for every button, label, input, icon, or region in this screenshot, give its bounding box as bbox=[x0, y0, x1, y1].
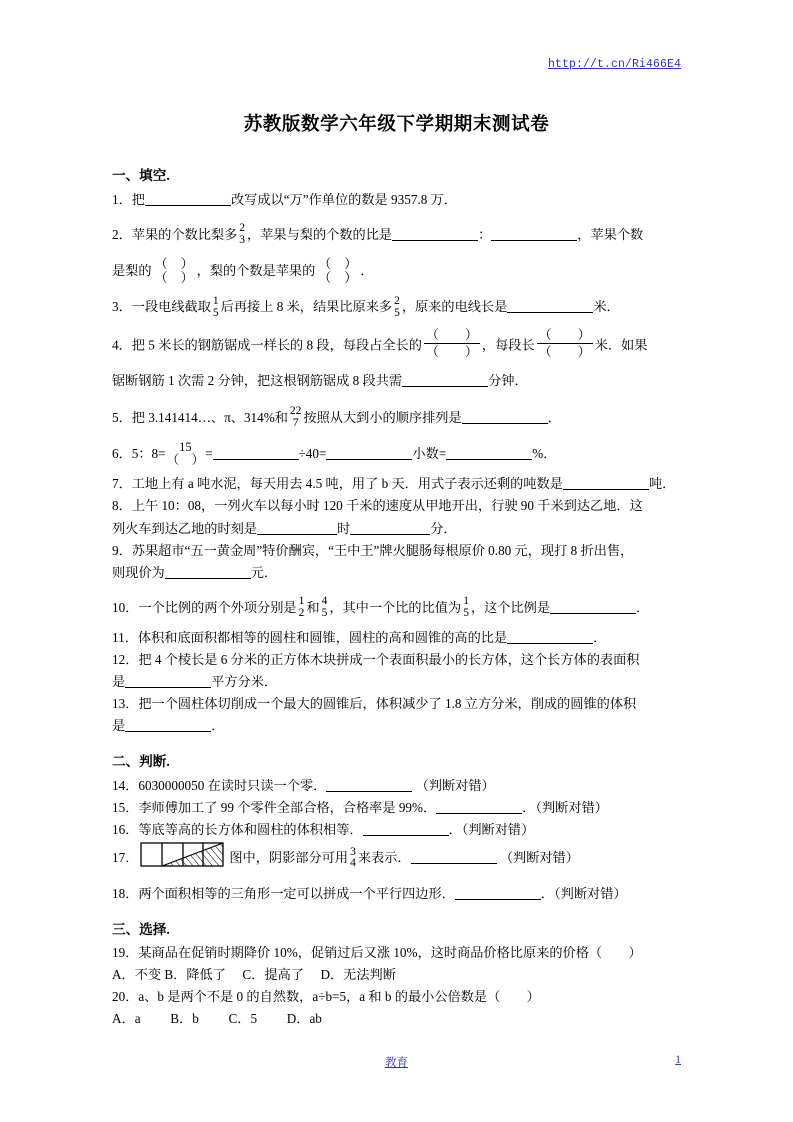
question-3-text-c: ，原来的电线长是 bbox=[401, 299, 508, 315]
question-8 bbox=[112, 496, 681, 516]
question-14-number: 14． bbox=[112, 778, 139, 794]
question-11-text-a: 体积和底面积都相等的圆柱和圆锥，圆柱的高和圆锥的高的比是 bbox=[137, 630, 508, 646]
question-15 bbox=[112, 798, 681, 818]
question-12-text-b: 是 bbox=[112, 674, 126, 690]
question-8-minute-unit: 分． bbox=[430, 520, 457, 536]
question-12-text-a: 把 4 个棱长是 6 分米的正方体木块拼成一个表面积最小的长方体，这个长方体的表面积 bbox=[138, 652, 640, 668]
question-10-fraction-one-half: 1 2 bbox=[298, 595, 305, 619]
question-17-text-a: 图中，阴影部分可用 bbox=[229, 850, 349, 866]
question-4-text-d: 锯断钢筋 1 次需 2 分钟，把这根钢筋锯成 8 段共需 bbox=[112, 373, 403, 389]
question-16-text-b: ．（判断对错） bbox=[448, 822, 535, 838]
question-3-text-d: 米． bbox=[593, 299, 620, 315]
question-6-equals-1: = bbox=[205, 446, 213, 462]
section-heading-fill-in-blank: 一、填空. bbox=[112, 168, 170, 183]
question-6-number: 6． bbox=[112, 446, 132, 462]
question-6-paren-fraction[interactable]: 15 （ ） bbox=[166, 439, 205, 468]
question-20 bbox=[112, 987, 681, 1007]
question-2-blank-2[interactable] bbox=[491, 227, 577, 241]
question-6-decimal-label: 小数= bbox=[412, 446, 447, 462]
question-7 bbox=[112, 474, 681, 494]
question-18 bbox=[112, 884, 681, 904]
exam-content bbox=[112, 166, 681, 1030]
question-8-text-a: 上午 10：08，一列火车以每小时 120 千米的速度从甲地开出，行驶 90 千米到达乙地．这 bbox=[131, 498, 643, 514]
question-12-line2 bbox=[112, 672, 681, 692]
question-7-number: 7． bbox=[112, 476, 132, 492]
source-url-link[interactable]: http://t.cn/Ri466E4 bbox=[547, 58, 681, 71]
footer-education-link[interactable]: 教育 bbox=[385, 1057, 408, 1069]
question-10-fraction-one-fifth: 1 5 bbox=[463, 595, 469, 619]
question-16-blank[interactable] bbox=[363, 822, 449, 836]
question-18-number: 18． bbox=[112, 885, 139, 901]
question-20-options[interactable]: A．a B．b C．5 D．ab bbox=[112, 1011, 322, 1027]
question-2-fraction-two-thirds: 2 3 bbox=[239, 222, 246, 246]
question-10-text-b: ，其中一个比的比值为 bbox=[329, 599, 462, 615]
question-2-text-c: ，苹果个数 bbox=[577, 226, 644, 242]
question-6-blank-2[interactable] bbox=[326, 446, 412, 460]
question-7-text-b: 吨． bbox=[648, 476, 676, 492]
question-18-text-b: ．（判断对错） bbox=[540, 885, 627, 901]
page-footer bbox=[112, 1054, 681, 1070]
question-17-text-b: 来表示． bbox=[357, 850, 411, 866]
question-11-number: 11． bbox=[112, 630, 138, 646]
question-10-and: 和 bbox=[306, 599, 320, 615]
question-2-text-f: ． bbox=[360, 263, 374, 279]
question-3-number: 3． bbox=[112, 299, 132, 315]
question-6-blank-1[interactable] bbox=[213, 446, 299, 460]
question-18-blank[interactable] bbox=[455, 885, 541, 899]
question-3 bbox=[112, 291, 681, 323]
question-4-line2 bbox=[112, 365, 681, 397]
question-5-text-c: ． bbox=[547, 409, 561, 425]
question-2-line2 bbox=[112, 255, 681, 287]
page-title: 苏教版数学六年级下学期期末测试卷 bbox=[243, 115, 550, 135]
question-10-fraction-four-fifths: 4 5 bbox=[321, 595, 328, 619]
question-5-number: 5． bbox=[112, 409, 132, 425]
question-6 bbox=[112, 438, 681, 470]
question-4-text-a: 把 5 米长的钢筋锯成一样长的 8 段，每段占全长的 bbox=[131, 337, 422, 353]
question-9 bbox=[112, 541, 681, 561]
question-17 bbox=[112, 842, 681, 879]
question-13-line2 bbox=[112, 716, 681, 736]
question-9-text-b: 则现价为 bbox=[112, 564, 165, 580]
question-1-number: 1． bbox=[112, 191, 132, 207]
question-15-text-a: 李师傅加工了 99 个零件全部合格，合格率是 99%． bbox=[138, 800, 437, 816]
question-2-number: 2． bbox=[112, 226, 132, 242]
question-12-blank[interactable] bbox=[125, 674, 211, 688]
question-8-line2 bbox=[112, 519, 681, 539]
question-4-paren-fraction-1[interactable]: $\frac{( )}{( )}$ bbox=[425, 326, 478, 359]
question-2-colon: ： bbox=[478, 226, 492, 242]
question-4-text-b: ，每段长 bbox=[481, 337, 535, 353]
question-5-text-a: 把 3.141414…、π、314%和 bbox=[131, 409, 288, 425]
question-10-text-a: 一个比例的两个外项分别是 bbox=[138, 599, 297, 615]
question-10-blank[interactable] bbox=[550, 600, 636, 614]
question-11 bbox=[112, 628, 681, 648]
question-11-blank[interactable] bbox=[507, 630, 593, 644]
question-13-text-c: ． bbox=[211, 718, 225, 734]
question-14-blank[interactable] bbox=[326, 778, 412, 792]
question-5-fraction-twentytwo-sevenths: 22 7 bbox=[289, 405, 302, 429]
question-8-blank-hour[interactable] bbox=[257, 520, 337, 534]
question-17-text-c: （判断对错） bbox=[499, 850, 579, 866]
question-2-blank-1[interactable] bbox=[392, 227, 478, 241]
question-19-number: 19． bbox=[112, 945, 139, 961]
question-8-hour-unit: 时 bbox=[337, 520, 351, 536]
question-12 bbox=[112, 650, 681, 670]
question-9-number: 9． bbox=[112, 542, 132, 558]
question-5-blank[interactable] bbox=[462, 410, 548, 424]
question-5 bbox=[112, 402, 681, 434]
question-15-text-b: ．（判断对错） bbox=[522, 800, 608, 816]
question-6-blank-3[interactable] bbox=[446, 446, 532, 460]
question-9-blank[interactable] bbox=[165, 564, 251, 578]
question-1-text-a: 把 bbox=[131, 191, 145, 207]
question-19 bbox=[112, 943, 681, 963]
question-16-text-a: 等底等高的长方体和圆柱的体积相等． bbox=[138, 822, 363, 838]
question-1-text-b: 改写成以“万”作单位的数是 9357.8 万． bbox=[230, 191, 457, 207]
question-4-paren-fraction-2[interactable]: $\frac{( )}{( )}$ bbox=[538, 326, 591, 359]
question-10-text-c: ，这个比例是 bbox=[470, 599, 551, 615]
question-15-number: 15． bbox=[112, 800, 139, 816]
question-19-options[interactable]: A．不变 B．降低了 C．提高了 D．无法判断 bbox=[112, 967, 396, 983]
question-5-text-b: 按照从大到小的顺序排列是 bbox=[303, 409, 462, 425]
question-2 bbox=[112, 219, 681, 251]
question-13 bbox=[112, 694, 681, 714]
question-10 bbox=[112, 592, 681, 624]
question-2-text-b: ，苹果与梨的个数的比是 bbox=[247, 226, 393, 242]
question-1 bbox=[112, 190, 681, 210]
question-20-number: 20． bbox=[112, 989, 139, 1005]
question-16-number: 16． bbox=[112, 822, 139, 838]
question-14-text-a: 6030000050 在读时只读一个零． bbox=[138, 778, 327, 794]
question-14 bbox=[112, 776, 681, 796]
question-2-text-d: 是梨的 bbox=[112, 263, 152, 279]
question-4-blank[interactable] bbox=[402, 373, 488, 387]
question-2-paren-fraction-2[interactable]: （ ） （ ） bbox=[318, 255, 358, 285]
question-11-text-b: ． bbox=[593, 630, 607, 646]
question-17-fraction-three-fourths: 3 4 bbox=[350, 845, 356, 870]
question-6-text-a: 5：8= bbox=[131, 446, 166, 462]
question-13-text-a: 把一个圆柱体切削成一个最大的圆锥后，体积减少了 1.8 立方分米，削成的圆锥的体积 bbox=[138, 696, 637, 712]
question-3-blank[interactable] bbox=[507, 299, 593, 313]
question-8-text-b: 列火车到达乙地的时刻是 bbox=[112, 520, 258, 536]
section-heading-multiple-choice: 三、选择. bbox=[112, 921, 170, 937]
question-9-text-a: 苏果超市“五一黄金周”特价酬宾，“王中王”牌火腿肠每根原价 0.80 元，现打 8 折出售， bbox=[131, 542, 634, 558]
question-6-divide: ÷40= bbox=[298, 446, 327, 462]
question-14-text-b: （判断对错） bbox=[415, 778, 495, 794]
question-8-number: 8． bbox=[112, 498, 132, 514]
shaded-rectangle-figure-icon bbox=[140, 842, 224, 879]
question-13-text-b: 是 bbox=[112, 718, 126, 734]
section-heading-true-false: 二、判断. bbox=[112, 754, 170, 770]
question-9-line2 bbox=[112, 563, 681, 583]
question-17-blank[interactable] bbox=[411, 850, 497, 864]
question-4-text-e: 分钟． bbox=[488, 373, 528, 389]
question-15-blank[interactable] bbox=[436, 800, 522, 814]
question-4 bbox=[112, 328, 681, 362]
question-9-text-c: 元． bbox=[250, 564, 278, 580]
question-6-percent: %． bbox=[532, 446, 557, 462]
question-2-text-e: ，梨的个数是苹果的 bbox=[196, 263, 316, 279]
question-2-text-a: 苹果的个数比梨多 bbox=[131, 226, 238, 242]
question-2-paren-fraction-1[interactable]: （ ） （ ） bbox=[154, 255, 194, 285]
question-10-number: 10． bbox=[112, 599, 139, 615]
question-10-text-d: ． bbox=[636, 599, 650, 615]
question-4-text-c: 米．如果 bbox=[594, 337, 648, 353]
question-7-text-a: 工地上有 a 吨水泥，每天用去 4.5 吨，用了 b 天．用式子表示还剩的吨数是 bbox=[131, 476, 563, 492]
question-3-text-b: 后再接上 8 米，结果比原来多 bbox=[220, 299, 393, 315]
question-7-blank[interactable] bbox=[563, 476, 649, 490]
question-3-fraction-one-fifth: 1 5 bbox=[212, 294, 219, 319]
question-3-fraction-two-fifths: 2 5 bbox=[394, 294, 400, 319]
question-19-text: 某商品在促销时期降价 10%，促销过后又涨 10%，这时商品价格比原来的价格（ ） bbox=[138, 945, 642, 961]
question-20-text: a、b 是两个不是 0 的自然数，a÷b=5，a 和 b 的最小公倍数是（ ） bbox=[138, 989, 540, 1005]
question-8-blank-minute[interactable] bbox=[350, 520, 430, 534]
question-12-number: 12． bbox=[112, 652, 139, 668]
header-url-row bbox=[112, 0, 681, 74]
question-4-number: 4． bbox=[112, 337, 132, 353]
question-17-number: 17． bbox=[112, 850, 139, 866]
question-13-number: 13． bbox=[112, 696, 139, 712]
question-16 bbox=[112, 820, 681, 840]
footer-page-number[interactable]: 1 bbox=[675, 1054, 681, 1066]
question-18-text-a: 两个面积相等的三角形一定可以拼成一个平行四边形． bbox=[138, 885, 455, 901]
question-3-text-a: 一段电线截取 bbox=[131, 299, 211, 315]
question-13-blank[interactable] bbox=[125, 718, 211, 732]
question-1-blank[interactable] bbox=[145, 191, 231, 205]
question-12-text-c: 平方分米． bbox=[211, 674, 278, 690]
